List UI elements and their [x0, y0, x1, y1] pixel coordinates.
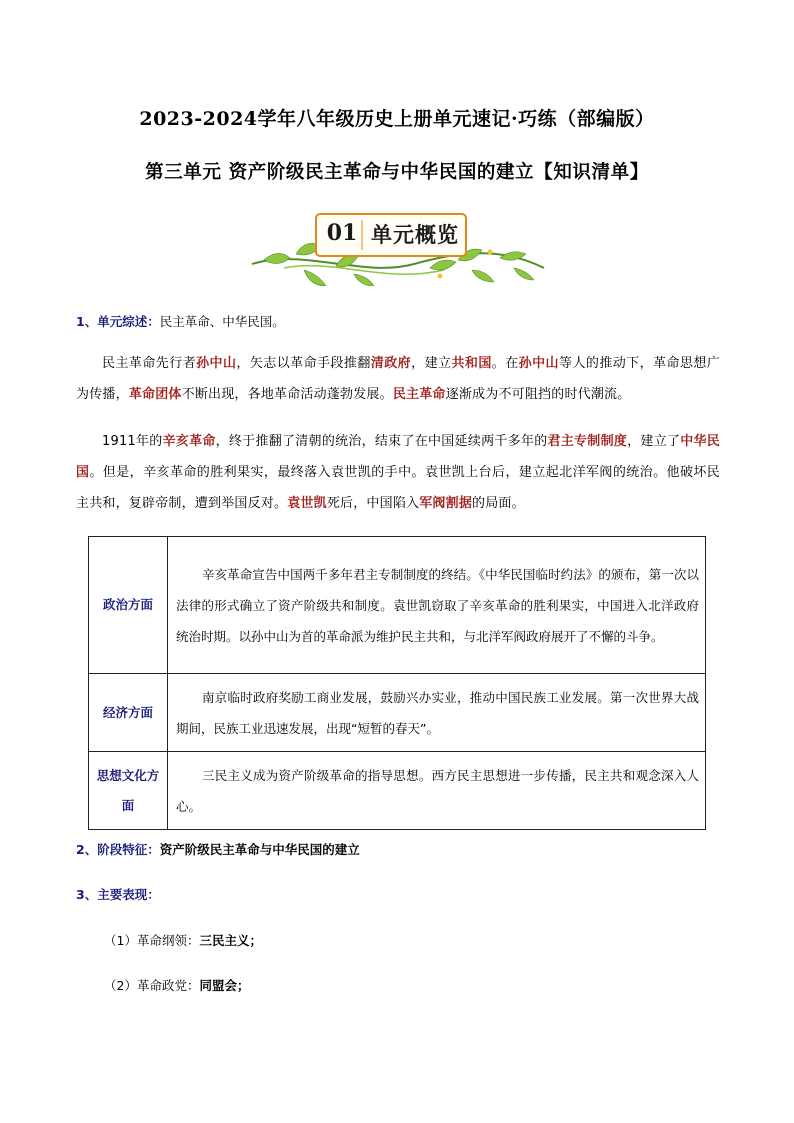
paragraph-text: 不断出现，各地革命活动蓬勃发展。: [181, 387, 393, 402]
highlight-term: 民主革命: [392, 387, 446, 402]
paragraph-text: 逐渐成为不可阻挡的时代潮流。: [445, 387, 631, 402]
banner-label: 单元概览: [371, 223, 459, 247]
item-value: 同盟会；: [199, 978, 250, 993]
document-title: 2023-2024学年八年级历史上册单元速记·巧练（部编版）: [139, 108, 655, 130]
section2-heading-label: 2、阶段特征：: [76, 842, 160, 857]
item-value: 三民主义；: [199, 933, 262, 948]
row-content-culture: 三民主义成为资产阶级革命的指导思想。西方民主思想进一步传播，民主共和观念深入人心。: [168, 752, 706, 830]
paragraph-text: ，建立: [411, 356, 452, 371]
section-banner: [244, 208, 550, 286]
row-content-politics: 辛亥革命宣告中国两千多年君主专制制度的终结。《中华民国临时约法》的颁布，第一次以法律的形式确立了资产阶级共和制度。袁世凯窃取了辛亥革命的胜利果实，中国进入北洋政府统治时期。以孙中山为首的革命派为维护民主共和，与北洋军阀政府展开了不懈的斗争。: [168, 537, 706, 674]
banner-number: 01: [326, 220, 358, 246]
item-label: 革命纲领：: [136, 933, 200, 948]
section1-heading-text: 民主革命、中华民国。: [159, 314, 285, 329]
unit-subtitle: 第三单元 资产阶级民主革命与中华民国的建立【知识清单】: [145, 162, 649, 183]
table-row: [89, 674, 706, 752]
row-label-culture: 思想文化方面: [89, 752, 168, 830]
section2-heading: [76, 840, 360, 858]
section3-heading: 3、主要表现：: [76, 887, 160, 902]
row-content-economy: 南京临时政府奖励工商业发展，鼓励兴办实业，推动中国民族工业发展。第一次世界大战期间，民族工业迅速发展，出现“短暂的春天”。: [168, 674, 706, 752]
paragraph-text: 的局面。: [472, 496, 525, 511]
paragraph-text: ，矢志以革命手段推翻: [236, 356, 371, 371]
paragraph-text: 死后，中国陷入: [326, 496, 420, 511]
paragraph-text: 。但是，辛亥革命的胜利果实，最终落入袁世凯的手中。袁世凯上台后，建立起北洋军阀的统治。他破坏民主共和，复辟帝制，遭到举国反对。: [76, 465, 720, 511]
paragraph-text: ，终于推翻了清朝的统治，结束了在中国延续两千多年的: [215, 434, 548, 449]
highlight-term: 革命团体: [128, 387, 182, 402]
row-label-politics: 政治方面: [89, 537, 168, 674]
paragraph-text: 。在: [491, 356, 519, 371]
overview-paragraph-1: [76, 348, 720, 410]
highlight-term: 君主专制制度: [547, 434, 628, 449]
highlight-term: 中华民国: [76, 434, 720, 480]
row-label-economy: 经济方面: [89, 674, 168, 752]
highlight-term: 清政府: [370, 356, 412, 371]
section1-heading-label: 1、单元综述：: [76, 314, 160, 329]
item-label: 革命政党：: [136, 978, 200, 993]
highlight-term: 孙中山: [196, 356, 237, 371]
section2-heading-text: 资产阶级民主革命与中华民国的建立: [159, 842, 360, 857]
section1-heading: [76, 312, 285, 330]
highlight-term: 军阀割据: [419, 496, 473, 511]
list-item: [104, 931, 262, 949]
paragraph-text: 民主革命先行者: [102, 356, 197, 371]
aspects-table: [88, 536, 706, 830]
item-number: （1）: [104, 933, 137, 948]
item-number: （2）: [104, 978, 137, 993]
overview-paragraph-2: [76, 426, 720, 519]
paragraph-text: 1911年的: [102, 434, 163, 449]
table-row: [89, 537, 706, 674]
table-row: [89, 752, 706, 830]
paragraph-text: 等人的推动下，革命思想广为传播，: [76, 356, 721, 402]
highlight-term: 孙中山: [518, 356, 559, 371]
list-item: [104, 976, 249, 994]
highlight-term: 袁世凯: [287, 496, 327, 511]
paragraph-text: ，建立了: [627, 434, 681, 449]
highlight-term: 辛亥革命: [162, 434, 216, 449]
highlight-term: 共和国: [451, 356, 492, 371]
